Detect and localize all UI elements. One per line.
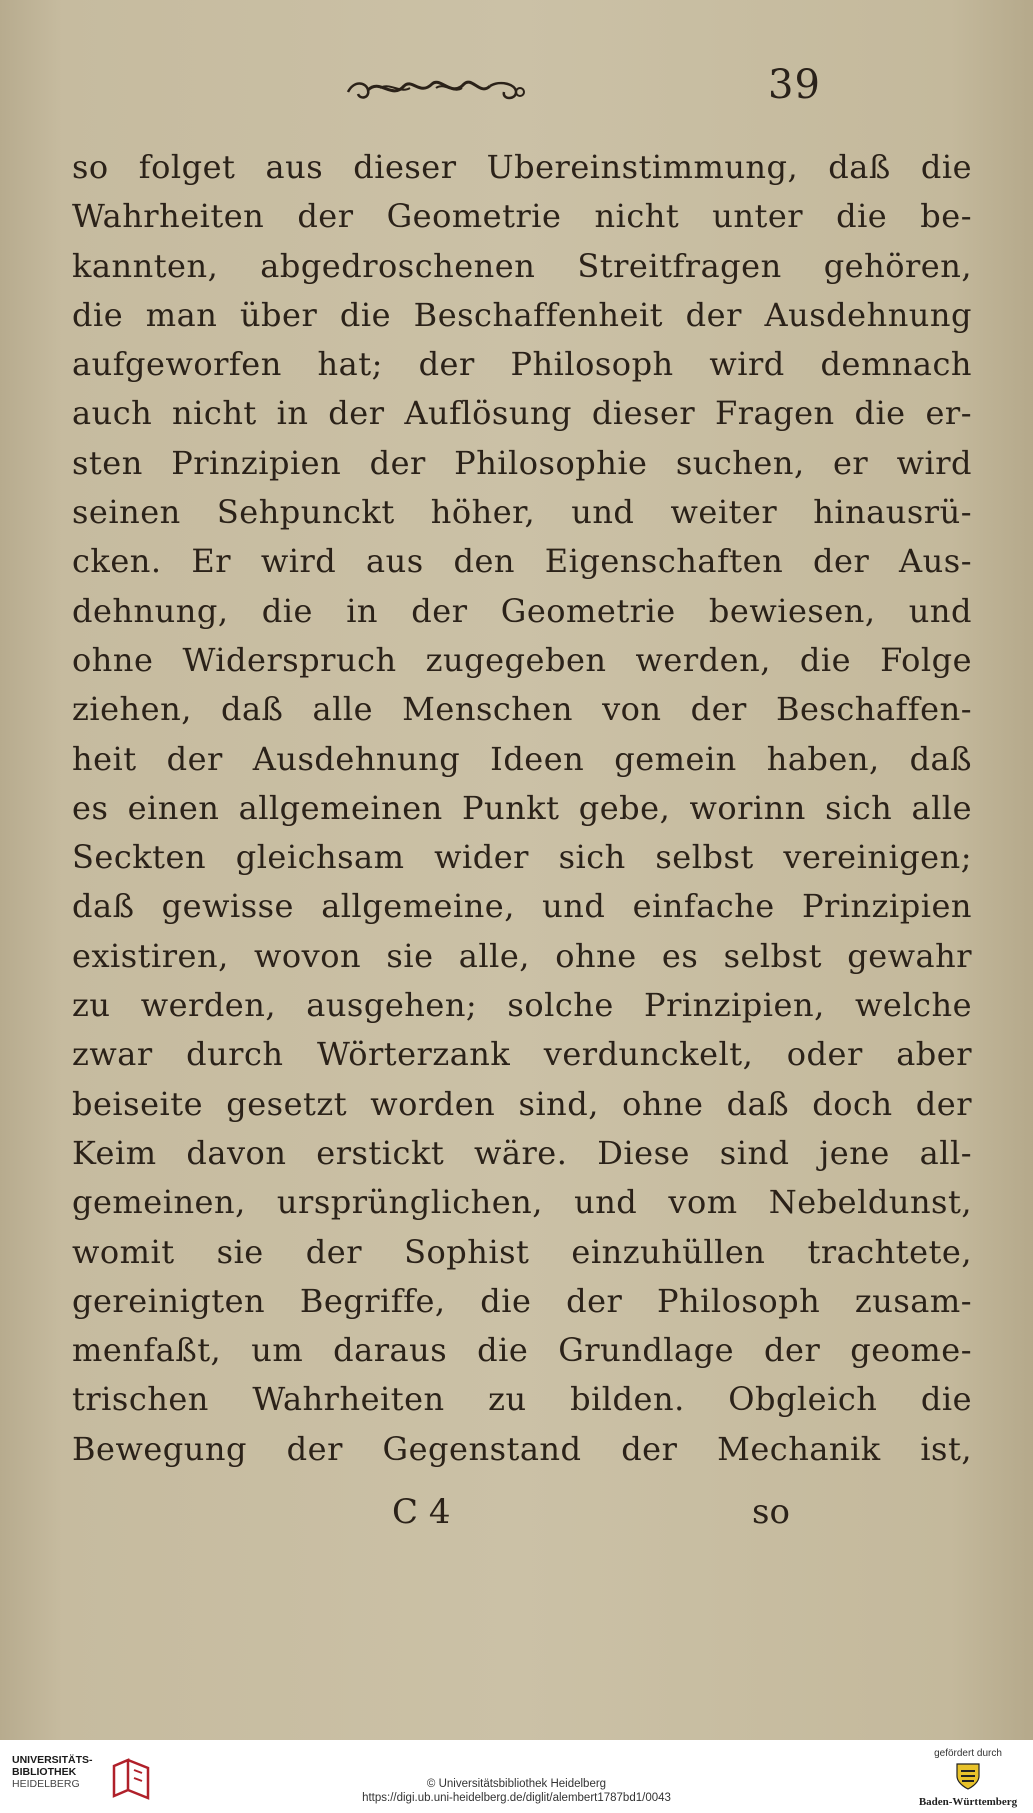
text-line: gemeinen, ursprünglichen, und vom Nebeldunst, <box>72 1183 972 1222</box>
text-line: ohne Widerspruch zugegeben werden, die Folge <box>72 640 972 679</box>
text-line: zu werden, ausgehen; solche Prinzipien, welche <box>72 986 972 1025</box>
text-line: menfaßt, um daraus die Grundlage der geome- <box>72 1331 972 1370</box>
text-line: trischen Wahrheiten zu bilden. Obgleich die <box>72 1380 972 1419</box>
funding-logo[interactable] <box>913 1748 1023 1808</box>
funding-name: Baden-Württemberg <box>918 1796 1018 1808</box>
logo-line: HEIDELBERG <box>12 1778 80 1790</box>
text-line: Keim davon erstickt wäre. Diese sind jene all- <box>72 1133 972 1172</box>
text-line: sten Prinzipien der Philosophie suchen, er wird <box>72 443 972 482</box>
text-line: dehnung, die in der Geometrie bewiesen, und <box>72 591 972 630</box>
copyright-text: © Universitätsbibliothek Heidelberg <box>426 1778 607 1790</box>
document-url[interactable]: https://digi.ub.uni-heidelberg.de/diglit/alembert1787bd1/0043 <box>362 1792 671 1804</box>
logo-line: UNIVERSITÄTS- <box>12 1754 93 1766</box>
catchword: so <box>752 1492 790 1532</box>
text-line: gereinigten Begriffe, die der Philosoph zusam- <box>72 1281 972 1320</box>
text-line: es einen allgemeinen Punkt gebe, worinn sich alle <box>72 788 972 827</box>
text-line: die man über die Beschaffenheit der Ausdehnung <box>72 295 972 334</box>
text-line: daß gewisse allgemeine, und einfache Prinzipien <box>72 887 972 926</box>
text-line: auch nicht in der Auflösung dieser Fragen die er- <box>72 394 972 433</box>
page-number: 39 <box>768 62 821 108</box>
footer-bar <box>0 1740 1033 1813</box>
text-line: Wahrheiten der Geometrie nicht unter die be- <box>72 197 972 236</box>
signature-mark: C 4 <box>392 1492 451 1532</box>
text-line: kannten, abgedroschenen Streitfragen gehören, <box>72 246 972 285</box>
coat-of-arms-icon <box>955 1762 981 1790</box>
text-line: cken. Er wird aus den Eigenschaften der Aus- <box>72 542 972 581</box>
text-line: beiseite gesetzt worden sind, ohne daß doch der <box>72 1084 972 1123</box>
funding-label: gefördert durch <box>934 1748 1002 1759</box>
text-line: Bewegung der Gegenstand der Mechanik ist, <box>72 1429 972 1468</box>
text-line: aufgeworfen hat; der Philosoph wird demnach <box>72 345 972 384</box>
text-line: so folget aus dieser Ubereinstimmung, daß die <box>72 148 972 186</box>
text-line: ziehen, daß alle Menschen von der Beschaffen- <box>72 690 972 729</box>
text-line: heit der Ausdehnung Ideen gemein haben, daß <box>72 739 972 778</box>
logo-line: BIBLIOTHEK <box>12 1766 77 1778</box>
text-line: existiren, wovon sie alle, ohne es selbst gewahr <box>72 936 972 975</box>
text-line: seinen Sehpunckt höher, und weiter hinausrü- <box>72 493 972 532</box>
ornament-icon <box>340 70 530 110</box>
body-text <box>72 143 972 1474</box>
text-line: Seckten gleichsam wider sich selbst vereinigen; <box>72 838 972 877</box>
text-line: zwar durch Wörterzank verdunckelt, oder aber <box>72 1035 972 1074</box>
text-line: womit sie der Sophist einzuhüllen trachtete, <box>72 1232 972 1271</box>
